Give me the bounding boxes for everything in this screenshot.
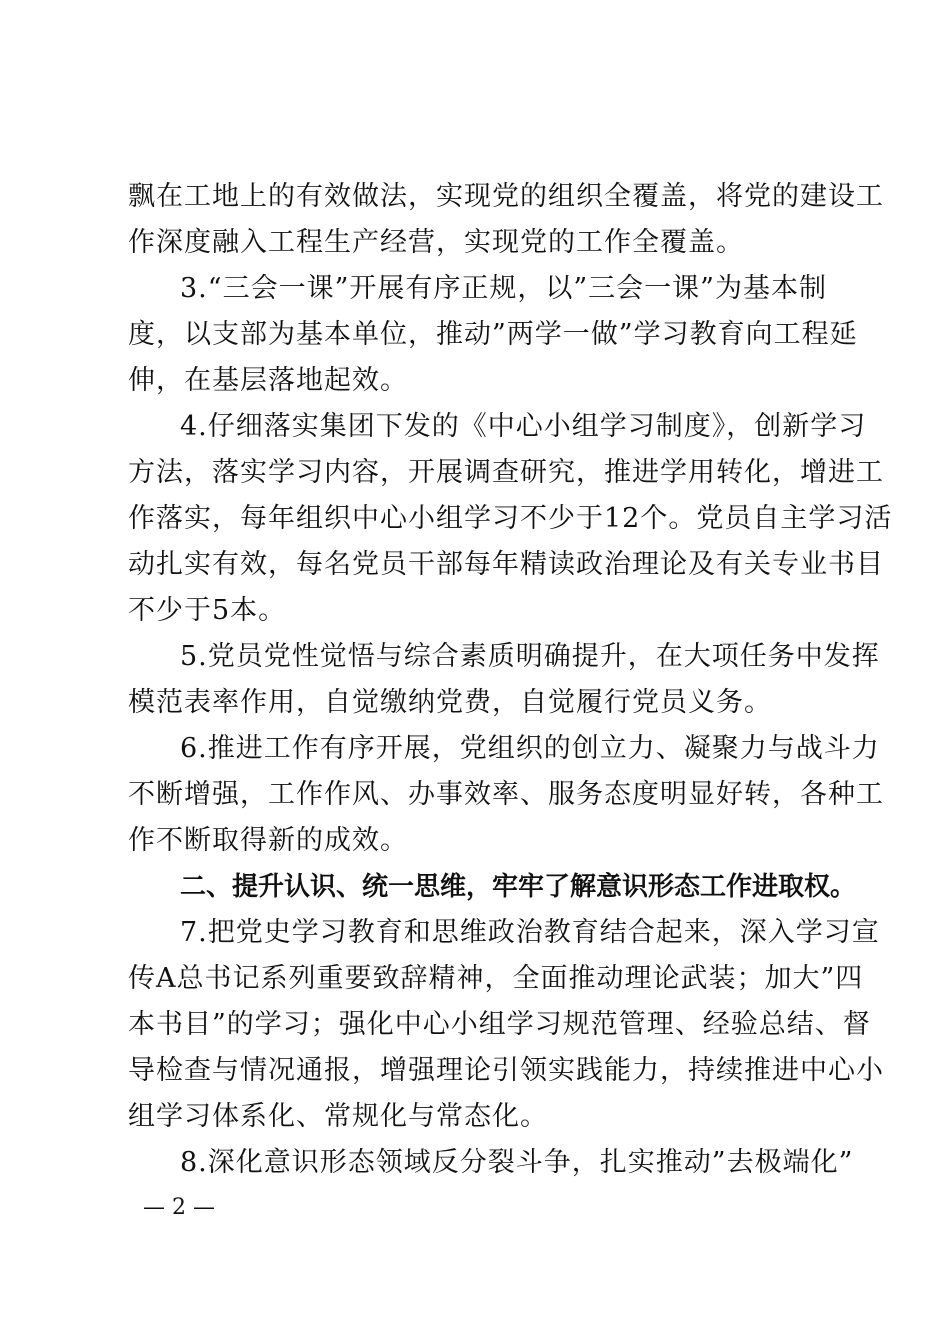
text-line-9: 动扎实有效，每名党员干部每年精读政治理论及有关专业书目	[128, 549, 884, 580]
text-line-15: 作不断取得新的成效。	[128, 825, 408, 856]
text-line-19: 本书目”的学习；强化中心小组学习规范管理、经验总结、督	[128, 1009, 871, 1040]
text-line-22: 8.深化意识形态领域反分裂斗争，扎实推动”去极端化”	[180, 1147, 854, 1178]
text-line-6: 4.仔细落实集团下发的《中心小组学习制度》，创新学习	[180, 411, 867, 442]
text-line-1: 飘在工地上的有效做法，实现党的组织全覆盖，将党的建设工	[128, 181, 884, 212]
text-line-10: 不少于5本。	[128, 595, 287, 626]
text-line-14: 不断增强，工作作风、办事效率、服务态度明显好转，各种工	[128, 779, 884, 810]
text-line-20: 导检查与情况通报，增强理论引领实践能力，持续推进中心小	[128, 1055, 884, 1086]
text-line-8: 作落实，每年组织中心小组学习不少于12个。党员自主学习活	[128, 503, 893, 534]
text-line-11: 5.党员党性觉悟与综合素质明确提升，在大项任务中发挥	[180, 641, 880, 672]
text-line-18: 传A总书记系列重要致辞精神，全面推动理论武装；加大”四	[128, 963, 864, 994]
text-line-5: 伸，在基层落地起效。	[128, 365, 408, 396]
text-line-12: 模范表率作用，自觉缴纳党费，自觉履行党员义务。	[128, 687, 772, 718]
text-line-21: 组学习体系化、常规化与常态化。	[128, 1101, 548, 1132]
page-number: — 2 —	[143, 1195, 215, 1220]
text-line-13: 6.推进工作有序开展，党组织的创立力、凝聚力与战斗力	[180, 733, 880, 764]
text-line-4: 度，以支部为基本单位，推动”两学一做”学习教育向工程延	[128, 319, 858, 350]
text-line-2: 作深度融入工程生产经营，实现党的工作全覆盖。	[128, 227, 744, 258]
section-heading: 二、提升认识、统一思维，牢牢了解意识形态工作进取权。	[180, 872, 857, 902]
text-line-17: 7.把党史学习教育和思维政治教育结合起来，深入学习宣	[180, 917, 880, 948]
text-line-7: 方法，落实学习内容，开展调查研究，推进学用转化，增进工	[128, 457, 884, 488]
text-line-3: 3.“三会一课”开展有序正规，以”三会一课”为基本制	[180, 273, 827, 304]
